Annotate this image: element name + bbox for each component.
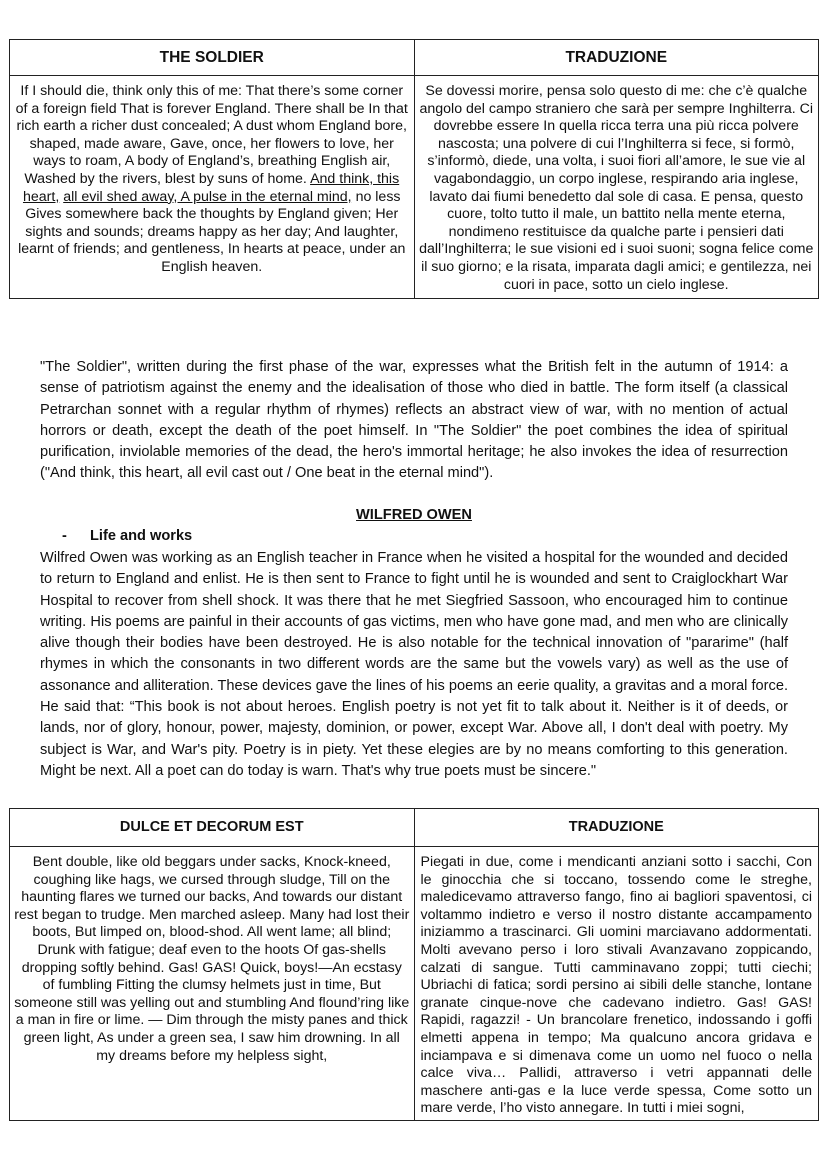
owen-heading: WILFRED OWEN bbox=[356, 507, 472, 523]
owen-subheading-text: Life and works bbox=[90, 528, 193, 544]
dulce-translation-part2: Tutti camminavano zoppi; tutti ciechi; Ubriachi di fatica; sordi persino ai sibili delle stanche, lontane granate cinque-nove che cadevano indietro. Gas! GAS! Rapidi, ragazzi! - Un brancolare frenetico, indossando i goffi elmetti appena in tempo; Ma qualcuno ancora gridava e inciampava e si dimenava come un uomo nel fuoco o nella calce viva… Pallidi, attraverso i vetri appannati delle maschere anti-gas e la luce verde spessa, Come sotto un mare verde, l’ho visto annegare. In tutti i miei sogni, bbox=[420, 959, 812, 1117]
soldier-underlined-line2: all evil shed away, A pulse in the eternal mind, bbox=[63, 188, 352, 205]
dulce-table bbox=[9, 808, 819, 1121]
dulce-header: DULCE ET DECORUM EST bbox=[10, 809, 415, 847]
dulce-original-cell: Bent double, like old beggars under sacks, Knock-kneed, coughing like hags, we cursed through sludge, Till on the haunting flares we turned our backs, And towards our distant rest began to trudge. Men marched asleep. Many had lost their boots, But limped on, blood-shod. All went lame; all blind; Drunk with fatigue; deaf even to the hoots Of gas-shells dropping softly behind. Gas! GAS! Quick, boys!—An ecstasy of fumbling Fitting the clumsy helmets just in time, But someone still was yelling out and stumbling And flound’ring like a man in fire or lime. — Dim through the misty panes and thick green light, As under a green sea, I saw him drowning. In all my dreams before my helpless sight, bbox=[10, 847, 415, 1121]
soldier-translation-header: TRADUZIONE bbox=[414, 40, 819, 76]
dulce-translation-cell bbox=[414, 847, 819, 1121]
soldier-commentary: "The Soldier", written during the first phase of the war, expresses what the British felt in the autumn of 1914: a sense of patriotism against the enemy and the idealisation of those who died in battle. The form itself (a classical Petrarchan sonnet with a regular rhythm of rhymes) reflects an abstract view of war, with no mention of actual horrors or death, except the death of the poet himself. In "The Soldier" the poet combines the idea of spiritual purification, inviolable memories of the dead, the hero's immortal heritage; he also invokes the idea of resurrection ("And think, this heart, all evil cast out / One beat in the eternal mind"). bbox=[40, 359, 788, 482]
soldier-text-part1: If I should die, think only this of me: That there’s some corner of a foreign field That is forever England. There shall be In that rich earth a richer dust concealed; A dust whom England bore, shaped, made aware, Gave, once, her flowers to love, her ways to roam, A body of England’s, breathing English air, Washed by the rivers, blest by suns of home. bbox=[15, 83, 408, 187]
soldier-underlined-line1: And think, this heart, bbox=[22, 170, 400, 205]
owen-subheading bbox=[62, 526, 192, 547]
dulce-translation-header: TRADUZIONE bbox=[414, 809, 819, 847]
soldier-translation-cell: Se dovessi morire, pensa solo questo di me: che c’è qualche angolo del campo straniero che sarà per sempre Inghilterra. Ci dovrebbe essere In quella ricca terra una più ricca polvere nascosta; una polvere di cui l’Inghilterra si fece, si formò, s’informò, diede, una volta, i suoi fiori all’amore, le sue vie al vagabondaggio, un corpo inglese, respirando aria inglese, lavato dai fiumi benedetto dal sole di casa. E pensa, questo cuore, tolto tutto il male, un battito nella mente eterna, nondimeno restituisce da qualche parte i pensieri dati dall’Inghilterra; le sue visioni ed i suoi suoni; sogna felice come il suo giorno; e la risata, imparata dagli amici; e gentilezza, nei cuori in pace, sotto un cielo inglese. bbox=[414, 76, 819, 299]
dulce-translation-part1: Piegati in due, come i mendicanti anziani sotto i sacchi, Con le ginocchia che si toccano, tossendo come le streghe, maledicevamo attraverso fango, fino ai bagliori spaventosi, ci voltammo indietro e verso il nostro distante accampamento iniziammo a trascinarci. Gli uomini marciavano addormentati. Molti avevano perso i loro stivali Avanzavano zoppicando, calzati di sangue. bbox=[420, 854, 812, 976]
bullet-dash: - bbox=[62, 528, 67, 544]
soldier-header: THE SOLDIER bbox=[10, 40, 415, 76]
soldier-table bbox=[9, 39, 819, 299]
soldier-text-part2: no less Gives somewhere back the thoughts by England given; Her sights and sounds; dreams happy as her day; And laughter, learnt of friends; and gentleness, In hearts at peace, under an English heaven. bbox=[18, 188, 406, 275]
soldier-original-cell bbox=[10, 76, 415, 299]
owen-biography: Wilfred Owen was working as an English teacher in France when he visited a hospital for the wounded and decided to return to England and enlist. He is then sent to France to fight until he is wounded and sent to Craiglockhart War Hospital to recover from shell shock. It was there that he met Siegfried Sassoon, who encouraged him to continue writing. His poems are painful in their accounts of gas victims, men who have gone mad, and men who are clinically alive though their bodies have been destroyed. He is also notable for the technical innovation of "pararime" (half rhymes in which the consonants in two different words are the same but the vowels vary) as well as the use of assonance and alliteration. These devices gave the lines of his poems an eerie quality, a gravitas and a moral force. He said that: “This book is not about heroes. English poetry is not yet fit to talk about it. Neither is it of deeds, or lands, nor of glory, honour, power, majesty, dominion, or power, except War. Above all, I don't deal with poetry. My subject is War, and War's pity. Poetry is in piety. Yet these elegies are by no means comforting to this generation. Might be next. All a poet can do today is warn. That's why true poets must be sincere." bbox=[40, 550, 788, 779]
